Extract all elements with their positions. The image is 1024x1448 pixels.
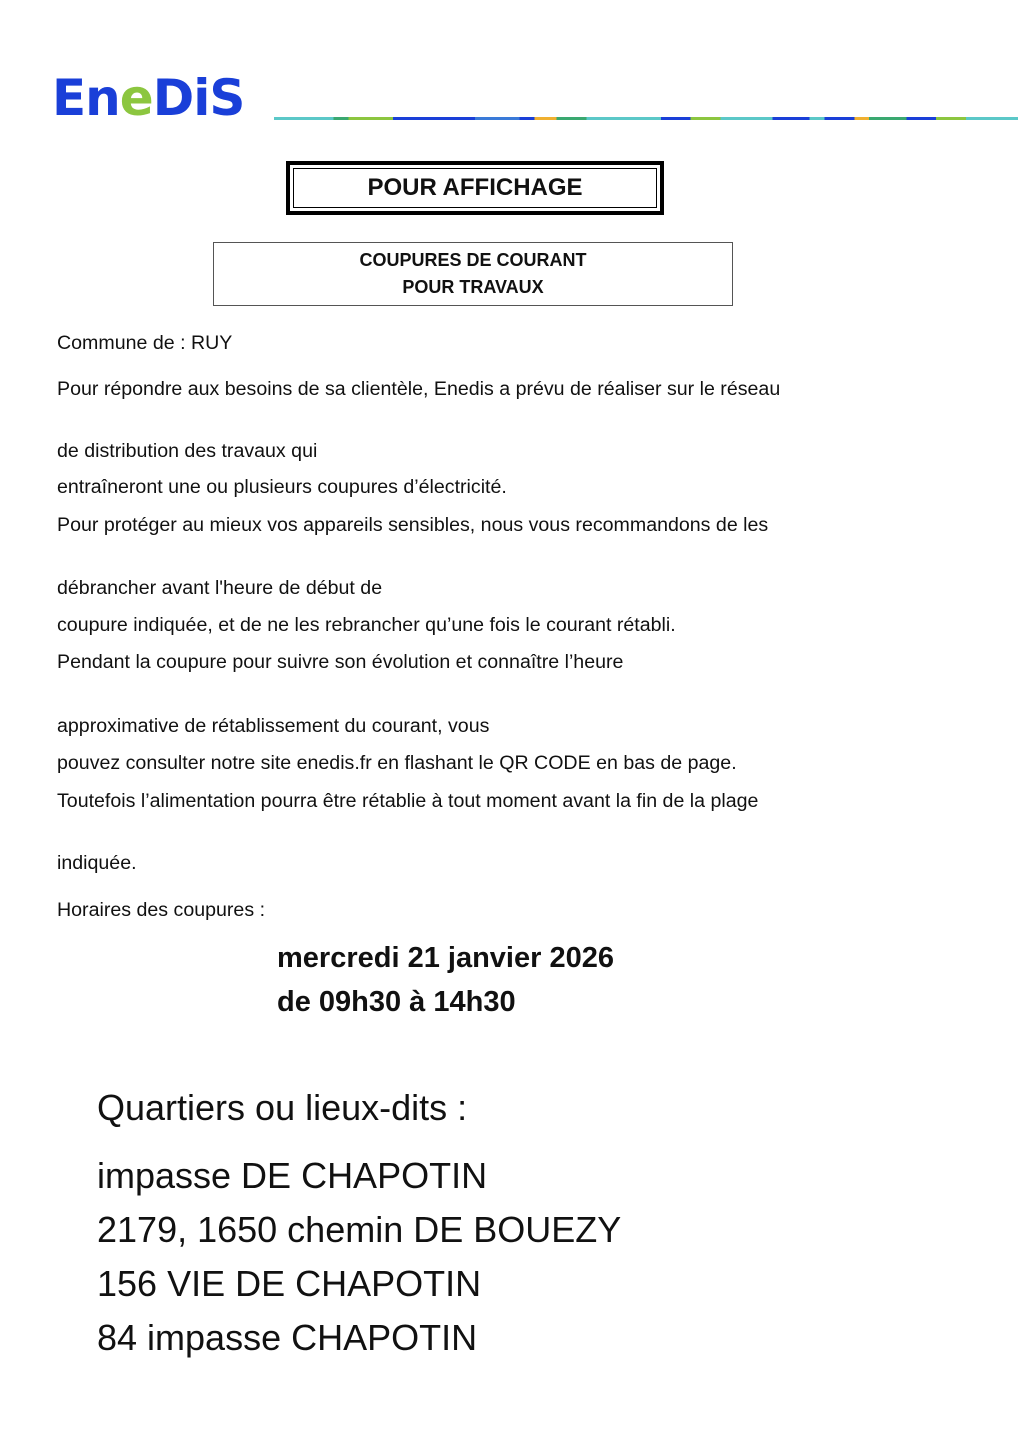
body-line: Pendant la coupure pour suivre son évolution et connaître l’heure [57,651,624,673]
display-label-box [286,161,664,215]
body-line: entraîneront une ou plusieurs coupures d’électricité. [57,476,507,498]
areas-title: Quartiers ou lieux-dits : [97,1087,468,1128]
header-divider [274,117,1018,120]
body-line: approximative de rétablissement du courant, vous [57,715,490,737]
subject-box [213,242,733,306]
body-line: coupure indiquée, et de ne les rebrancher qu’une fois le courant rétabli. [57,614,676,636]
subject-line: COUPURES DE COURANT [359,250,587,270]
enedis-logo [52,68,244,128]
logo-text: e [119,69,153,127]
area-item: impasse DE CHAPOTIN [97,1155,488,1196]
body-line: Pour répondre aux besoins de sa clientèle, Enedis a prévu de réaliser sur le réseau [57,378,781,400]
logo-text: DiS [152,69,245,127]
display-label: POUR AFFICHAGE [367,174,583,201]
logo-text: En [52,69,120,127]
subject-line: POUR TRAVAUX [402,277,544,297]
schedule-label: Horaires des coupures : [57,899,266,921]
body-line: Toutefois l’alimentation pourra être rétablie à tout moment avant la fin de la plage [57,790,759,812]
outage-hours: de 09h30 à 14h30 [277,986,516,1018]
body-line: indiquée. [57,852,137,874]
body-line: pouvez consulter notre site enedis.fr en flashant le QR CODE en bas de page. [57,752,737,774]
area-item: 84 impasse CHAPOTIN [97,1317,478,1358]
body-line: débrancher avant l'heure de début de [57,577,383,599]
body-line: Pour protéger au mieux vos appareils sensibles, nous vous recommandons de les [57,514,769,536]
area-item: 156 VIE DE CHAPOTIN [97,1263,482,1304]
body-line: de distribution des travaux qui [57,440,318,462]
area-item: 2179, 1650 chemin DE BOUEZY [97,1209,622,1250]
commune: Commune de : RUY [57,332,233,354]
outage-date: mercredi 21 janvier 2026 [277,942,614,974]
